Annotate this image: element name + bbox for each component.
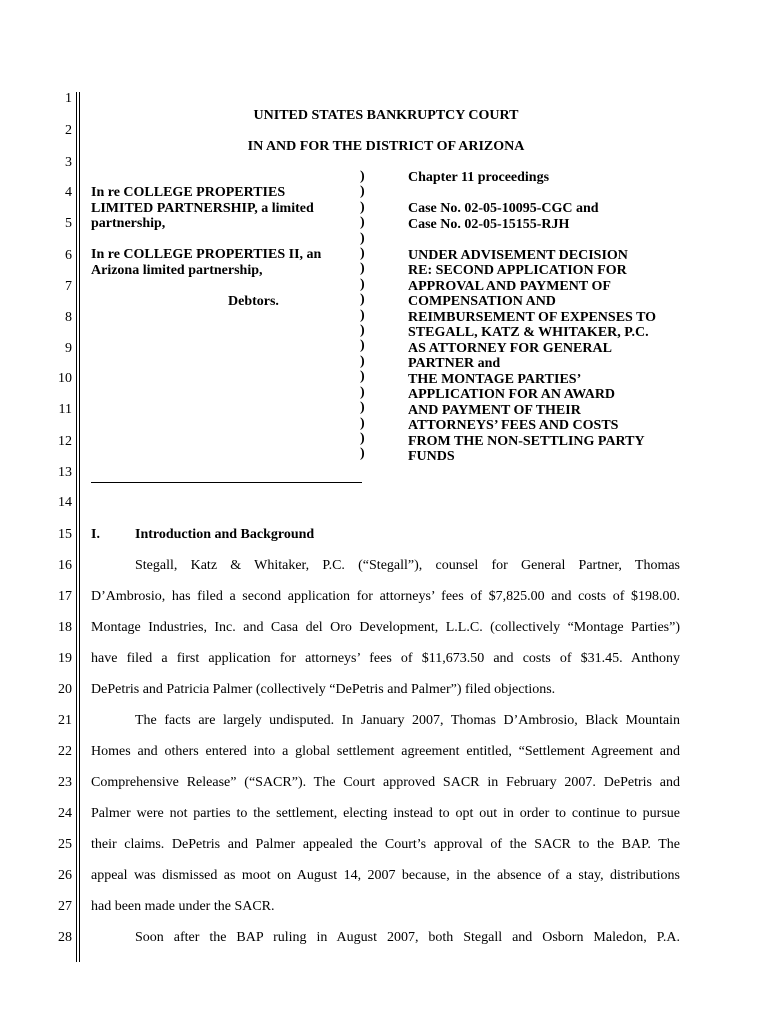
- caption-paren: ): [360, 446, 365, 462]
- line-number: 22: [58, 744, 72, 759]
- caption-paren: ): [360, 276, 365, 292]
- line-number: 8: [65, 310, 72, 325]
- line-number: 7: [65, 279, 72, 294]
- margin-rule-left: [76, 92, 77, 962]
- section-number: I.: [91, 527, 100, 542]
- line-number: 15: [58, 527, 72, 542]
- court-district: IN AND FOR THE DISTRICT OF ARIZONA: [247, 139, 525, 154]
- caption-paren: ): [360, 415, 365, 431]
- caption-paren: ): [360, 246, 365, 262]
- case-number: Case No. 02-05-10095-CGC and: [408, 201, 599, 216]
- decision-title-line: FUNDS: [408, 449, 455, 464]
- caption-paren: ): [360, 215, 365, 231]
- body-line: had been made under the SACR.: [91, 899, 275, 914]
- decision-title-line: COMPENSATION AND: [408, 294, 556, 309]
- line-number: 18: [58, 620, 72, 635]
- section-title: Introduction and Background: [135, 527, 315, 542]
- line-number: 27: [58, 899, 72, 914]
- line-number: 1: [65, 91, 72, 106]
- line-number: 2: [65, 123, 72, 138]
- decision-title-line: STEGALL, KATZ & WHITAKER, P.C.: [408, 325, 649, 340]
- body-line: Stegall, Katz & Whitaker, P.C. (“Stegall”), counsel for General Partner, Thomas: [135, 558, 680, 573]
- line-number: 24: [58, 806, 72, 821]
- line-number: 10: [58, 371, 72, 386]
- line-number: 9: [65, 341, 72, 356]
- body-line: Comprehensive Release” (“SACR”). The Court approved SACR in February 2007. DePetris and: [91, 775, 680, 790]
- caption-paren: ): [360, 338, 365, 354]
- decision-title-line: THE MONTAGE PARTIES’: [408, 371, 582, 387]
- decision-title-line: APPROVAL AND PAYMENT OF: [408, 278, 611, 294]
- decision-title-line: REIMBURSEMENT OF EXPENSES TO: [408, 309, 657, 325]
- debtor1-line: In re COLLEGE PROPERTIES: [91, 185, 286, 200]
- decision-title-line: FROM THE NON-SETTLING PARTY: [408, 433, 645, 449]
- caption-paren: ): [360, 400, 365, 416]
- caption-paren: ): [360, 169, 365, 184]
- line-number: 5: [65, 216, 72, 231]
- decision-title-line: APPLICATION FOR AN AWARD: [408, 387, 616, 402]
- proceedings-label: Chapter 11 proceedings: [408, 170, 550, 185]
- line-number: 26: [58, 868, 72, 883]
- caption-underline: [91, 482, 362, 483]
- decision-title-line: AND PAYMENT OF THEIR: [408, 402, 581, 418]
- body-line: appeal was dismissed as moot on August 14, 2007 because, in the absence of a stay, distributions: [91, 868, 680, 883]
- line-number: 3: [65, 155, 72, 170]
- line-number: 16: [58, 558, 72, 573]
- court-name: UNITED STATES BANKRUPTCY COURT: [253, 108, 519, 123]
- body-line: DePetris and Patricia Palmer (collectively “DePetris and Palmer”) filed objections.: [91, 682, 556, 697]
- caption-paren: ): [360, 323, 365, 339]
- decision-title-line: UNDER ADVISEMENT DECISION: [408, 247, 628, 263]
- caption-paren: ): [360, 384, 365, 400]
- caption-paren: ): [360, 292, 365, 308]
- line-number: 14: [58, 495, 72, 510]
- caption-paren: ): [360, 199, 365, 215]
- body-line: Montage Industries, Inc. and Casa del Oro Development, L.L.C. (collectively “Montage Parties”): [91, 620, 680, 635]
- line-number: 20: [58, 682, 72, 697]
- body-line: their claims. DePetris and Palmer appealed the Court’s approval of the SACR to the BAP. The: [91, 837, 680, 852]
- decision-title-line: AS ATTORNEY FOR GENERAL: [408, 340, 612, 356]
- margin-rule-right: [79, 92, 80, 962]
- line-number: 21: [58, 713, 72, 728]
- debtors-label: Debtors.: [228, 293, 279, 309]
- line-number: 6: [65, 248, 72, 263]
- line-number: 13: [58, 465, 72, 480]
- debtor1-line: partnership,: [91, 216, 166, 231]
- caption-paren: ): [360, 353, 365, 369]
- decision-title-line: ATTORNEYS’ FEES AND COSTS: [408, 418, 619, 433]
- caption-paren: ): [360, 230, 365, 246]
- body-line: The facts are largely undisputed. In January 2007, Thomas D’Ambrosio, Black Mountain: [135, 713, 680, 728]
- debtor2-line: Arizona limited partnership,: [91, 262, 263, 278]
- body-line: Soon after the BAP ruling in August 2007, both Stegall and Osborn Maledon, P.A.: [135, 930, 680, 945]
- decision-title-line: RE: SECOND APPLICATION FOR: [408, 263, 627, 278]
- body-line: D’Ambrosio, has filed a second application for attorneys’ fees of $7,825.00 and costs of $198.00.: [91, 589, 680, 604]
- line-number: 4: [65, 185, 72, 200]
- body-line: have filed a first application for attorneys’ fees of $11,673.50 and costs of $31.45. Anthony: [91, 651, 680, 666]
- caption-paren: ): [360, 184, 365, 200]
- decision-title-line: PARTNER and: [408, 356, 501, 371]
- line-number: 19: [58, 651, 72, 666]
- line-number: 28: [58, 930, 72, 945]
- debtor2-line: In re COLLEGE PROPERTIES II, an: [91, 247, 322, 262]
- debtor1-line: LIMITED PARTNERSHIP, a limited: [91, 200, 314, 216]
- caption-paren: ): [360, 307, 365, 323]
- line-number: 12: [58, 434, 72, 449]
- caption-paren: ): [360, 369, 365, 385]
- line-number: 17: [58, 589, 72, 604]
- line-number: 11: [58, 402, 72, 417]
- body-line: Homes and others entered into a global settlement agreement entitled, “Settlement Agreement and: [91, 744, 680, 759]
- line-number: 25: [58, 837, 72, 852]
- caption-paren: ): [360, 261, 365, 277]
- body-line: Palmer were not parties to the settlement, electing instead to opt out in order to continue to pursue: [91, 806, 680, 821]
- case-number: Case No. 02-05-15155-RJH: [408, 216, 570, 232]
- line-number: 23: [58, 775, 72, 790]
- caption-paren: ): [360, 430, 365, 446]
